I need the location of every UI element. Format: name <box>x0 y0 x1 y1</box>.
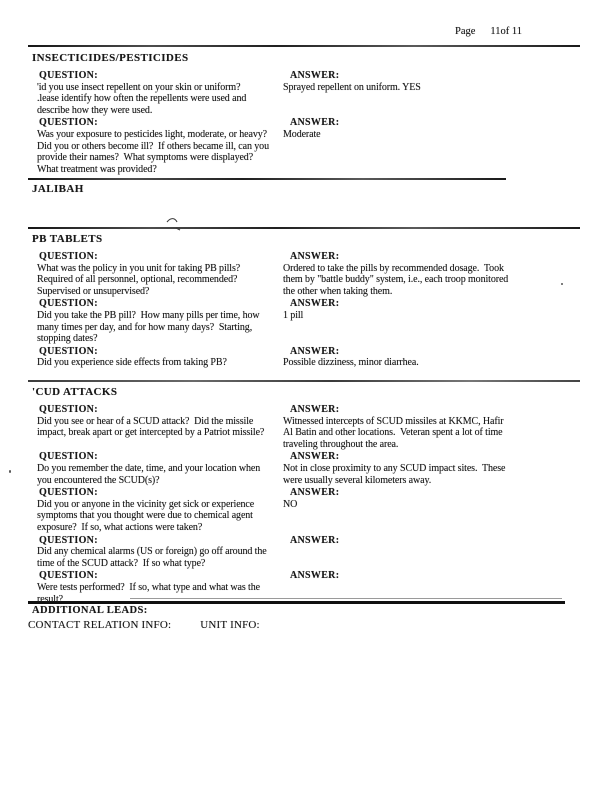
question-line: symptoms that you thought were due to chemical agent <box>37 510 253 522</box>
question-column <box>28 298 283 344</box>
unit-info-label: UNIT INFO: <box>200 619 260 631</box>
answer-column <box>283 487 584 533</box>
question-line: Were tests performed? If so, what type and what was the <box>37 581 260 593</box>
question-line: Did you take the PB pill? How many pills per time, how <box>37 309 260 321</box>
question-line: many times per day, and for how many days? Starting, <box>37 321 253 333</box>
page-label: Page <box>455 26 476 37</box>
section-divider <box>28 178 506 180</box>
qa-list <box>28 70 584 175</box>
question-label: QUESTION: <box>39 451 98 463</box>
answer-label: ANSWER: <box>290 451 340 463</box>
answer-line: Sprayed repellent on uniform. YES <box>283 81 421 93</box>
question-label: QUESTION: <box>39 534 98 546</box>
qa-list <box>28 251 584 369</box>
question-label: QUESTION: <box>39 345 98 357</box>
question-line: What treatment was provided? <box>37 163 157 175</box>
question-label: QUESTION: <box>39 117 98 129</box>
qa-list <box>28 404 584 605</box>
question-label: QUESTION: <box>39 251 98 262</box>
page-count: 11of 11 <box>490 26 523 37</box>
question-line: provide their names? What symptoms were displayed? <box>37 152 254 164</box>
qa-block <box>28 570 584 605</box>
section-scud-attacks <box>28 386 584 606</box>
question-column <box>28 70 283 116</box>
answer-line: traveling throughout the area. <box>283 438 399 450</box>
additional-leads-label: ADDITIONAL LEADS: <box>32 605 148 616</box>
answer-column <box>283 251 584 297</box>
answer-line: them by "battle buddy" system, i.e., each troop monitored <box>283 274 509 286</box>
question-label: QUESTION: <box>39 570 98 582</box>
section-title: PB TABLETS <box>32 233 103 245</box>
qa-block <box>28 404 584 450</box>
handwritten-mark <box>163 215 187 235</box>
question-line: result? <box>37 593 63 605</box>
section-jalibah <box>28 183 584 201</box>
section-divider <box>28 380 580 382</box>
answer-label: ANSWER: <box>290 251 340 262</box>
question-column <box>28 404 283 450</box>
answer-line: Not in close proximity to any SCUD impact sites. These <box>283 462 506 474</box>
qa-block <box>28 117 584 175</box>
answer-column <box>283 451 584 486</box>
section-pb-tablets <box>28 233 584 370</box>
question-line: Supervised or unsupervised? <box>37 285 150 297</box>
section-insecticides-pesticides <box>28 52 584 176</box>
answer-line: Witnessed intercepts of SCUD missiles at KKMC, Hafir <box>283 415 504 427</box>
qa-block <box>28 251 584 297</box>
question-column <box>28 251 283 297</box>
question-line: time of the SCUD attack? If so what type? <box>37 557 206 569</box>
question-column <box>28 487 283 533</box>
top-divider <box>28 45 580 47</box>
answer-column <box>283 404 584 450</box>
answer-label: ANSWER: <box>290 404 340 415</box>
section-title: INSECTICIDES/PESTICIDES <box>32 52 189 64</box>
answer-column <box>283 570 584 605</box>
answer-line: 1 pill <box>283 309 304 321</box>
answer-label: ANSWER: <box>290 345 340 357</box>
question-line: What was the policy in you unit for taking PB pills? <box>37 262 241 274</box>
question-column <box>28 535 283 570</box>
question-label: QUESTION: <box>39 404 98 415</box>
qa-block <box>28 346 584 369</box>
question-column <box>28 346 283 369</box>
answer-line: the other when taking them. <box>283 285 393 297</box>
answer-line: were usually several kilometers away. <box>283 474 432 486</box>
qa-block <box>28 487 584 533</box>
answer-label: ANSWER: <box>290 534 340 546</box>
answer-column <box>283 298 584 344</box>
question-line: Did you see or hear of a SCUD attack? Did the missile <box>37 415 254 427</box>
answer-label: ANSWER: <box>290 117 340 129</box>
answer-line: Possible dizziness, minor diarrhea. <box>283 357 419 369</box>
question-line: Required of all personnel, optional, recommended? <box>37 274 238 286</box>
qa-block <box>28 70 584 116</box>
answer-column <box>283 535 584 570</box>
question-line: exposure? If so, what actions were taken? <box>37 521 203 533</box>
footer-info-row <box>28 619 260 631</box>
page-number <box>455 26 522 37</box>
qa-block <box>28 535 584 570</box>
contact-relation-label: CONTACT RELATION INFO: <box>28 619 172 631</box>
answer-column <box>283 70 584 116</box>
question-column <box>28 451 283 486</box>
question-column <box>28 117 283 175</box>
question-line: Did you or anyone in the vicinity get sick or experience <box>37 498 255 510</box>
question-line: Did you experience side effects from taking PB? <box>37 357 227 369</box>
qa-block <box>28 298 584 344</box>
answer-label: ANSWER: <box>290 70 340 81</box>
question-label: QUESTION: <box>39 70 98 81</box>
answer-line: Moderate <box>283 128 321 140</box>
answer-column <box>283 346 584 369</box>
question-line: stopping dates? <box>37 333 98 345</box>
qa-block <box>28 451 584 486</box>
section-title: 'CUD ATTACKS <box>32 386 118 398</box>
question-line: Did you or others become ill? If others became ill, can you <box>37 140 269 152</box>
answer-label: ANSWER: <box>290 570 340 582</box>
answer-column <box>283 117 584 175</box>
question-line: describe how they were used. <box>37 104 153 116</box>
answer-line: Ordered to take the pills by recommended dosage. Took <box>283 262 504 274</box>
question-line: Did any chemical alarms (US or foreign) go off around the <box>37 546 267 558</box>
answer-line: Al Batin and other locations. Veteran spent a lot of time <box>283 427 503 439</box>
scan-speck <box>9 470 11 473</box>
answer-label: ANSWER: <box>290 298 340 310</box>
question-label: QUESTION: <box>39 487 98 499</box>
question-label: QUESTION: <box>39 298 98 310</box>
answer-line: NO <box>283 498 298 510</box>
question-line: Do you remember the date, time, and your location when <box>37 462 261 474</box>
question-line: Was your exposure to pesticides light, moderate, or heavy? <box>37 128 267 140</box>
question-line: impact, break apart or get intercepted by a Patriot missile? <box>37 427 265 439</box>
question-line: 'id you use insect repellent on your skin or uniform? <box>37 81 241 93</box>
question-line: you encountered the SCUD(s)? <box>37 474 160 486</box>
question-column <box>28 570 283 605</box>
section-title: JALIBAH <box>32 183 84 195</box>
answer-label: ANSWER: <box>290 487 340 499</box>
section-divider <box>28 227 580 229</box>
question-line: .lease identify how often the repellents were used and <box>37 93 247 105</box>
